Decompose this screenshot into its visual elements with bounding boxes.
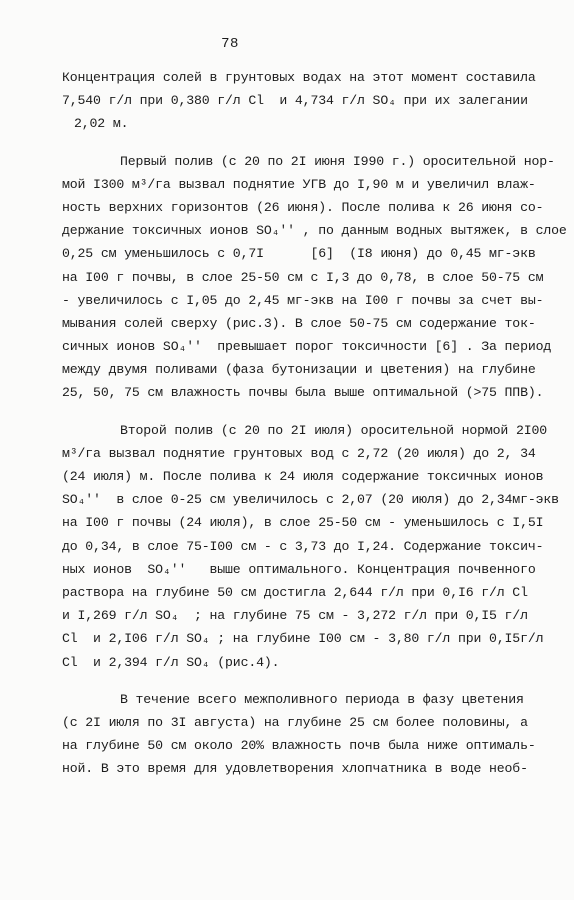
paragraph-gap: [62, 136, 552, 150]
text-line: - увеличилось с I,05 до 2,45 мг-экв на I00 г почвы за счет вы-: [62, 292, 544, 308]
text-line: (с 2I июля по 3I августа) на глубине 25 см более половины, а: [62, 714, 528, 730]
text-line: мывания солей сверху (рис.3). В слое 50-75 см содержание ток-: [62, 315, 536, 331]
body-text: [62, 66, 567, 780]
text-line: мой I300 м³/га вызвал поднятие УГВ до I,90 м и увеличил влаж-: [62, 176, 536, 192]
page-number: 78: [221, 36, 239, 52]
text-line: Концентрация солей в грунтовых водах на этот момент составила: [62, 70, 536, 85]
text-line: ность верхних горизонтов (26 июня). После полива к 26 июня со-: [62, 199, 544, 215]
text-line: между двумя поливами (фаза бутонизации и цветения) на глубине: [62, 362, 536, 378]
text-line: сичных ионов SO₄'' превышает порог токсичности [6] . За период: [62, 339, 552, 355]
text-line: раствора на глубине 50 см достигла 2,644 г/л при 0,I6 г/л Cl: [62, 584, 528, 600]
text-line: Первый полив (с 20 по 2I июня I990 г.) оросительной нор-: [120, 153, 555, 169]
text-line: 0,25 см уменьшилось с 0,7I [6] (I8 июня) до 0,45 мг-экв: [62, 246, 536, 262]
text-line: SO₄'' в слое 0-25 см увеличилось с 2,07 (20 июля) до 2,34мг-экв: [62, 492, 559, 508]
text-line: Второй полив (с 20 по 2I июля) оросительной нормой 2I00: [120, 422, 548, 438]
text-line: В течение всего межполивного периода в фазу цветения: [120, 691, 524, 707]
text-line: 25, 50, 75 см влажность почвы была выше оптимальной (>75 ППВ).: [62, 385, 544, 401]
paragraph-gap: [62, 405, 552, 419]
paragraph-gap: [62, 674, 552, 688]
text-line: до 0,34, в слое 75-I00 см - с 3,73 до I,24. Содержание токсич-: [62, 538, 544, 554]
text-line: м³/га вызвал поднятие грунтовых вод с 2,72 (20 июля) до 2, 34: [62, 445, 536, 461]
text-line: (24 июля) м. После полива к 24 июля содержание токсичных ионов: [62, 469, 544, 484]
text-line: на глубине 50 см около 20% влажность почв была ниже оптималь-: [62, 738, 536, 754]
text-line: ной. В это время для удовлетворения хлопчатника в воде необ-: [62, 761, 528, 777]
text-line: на I00 г почвы (24 июля), в слое 25-50 см - уменьшилось с I,5I: [62, 515, 544, 531]
text-line: держание токсичных ионов SO₄'' , по данным водных вытяжек, в слое: [62, 223, 567, 239]
text-line: 7,540 г/л при 0,380 г/л Cl и 4,734 г/л SO₄ при их залегании: [62, 93, 528, 109]
text-line: 2,02 м.: [74, 116, 129, 132]
text-line: Cl и 2,394 г/л SO₄ (рис.4).: [62, 654, 280, 670]
text-line: на I00 г почвы, в слое 25-50 см с I,3 до 0,78, в слое 50-75 см: [62, 269, 544, 285]
text-line: и I,269 г/л SO₄ ; на глубине 75 см - 3,272 г/л при 0,I5 г/л: [62, 608, 528, 624]
text-line: Cl и 2,I06 г/л SO₄ ; на глубине I00 см - 3,80 г/л при 0,I5г/л: [62, 631, 544, 647]
text-line: ных ионов SO₄'' выше оптимального. Концентрация почвенного: [62, 561, 536, 577]
